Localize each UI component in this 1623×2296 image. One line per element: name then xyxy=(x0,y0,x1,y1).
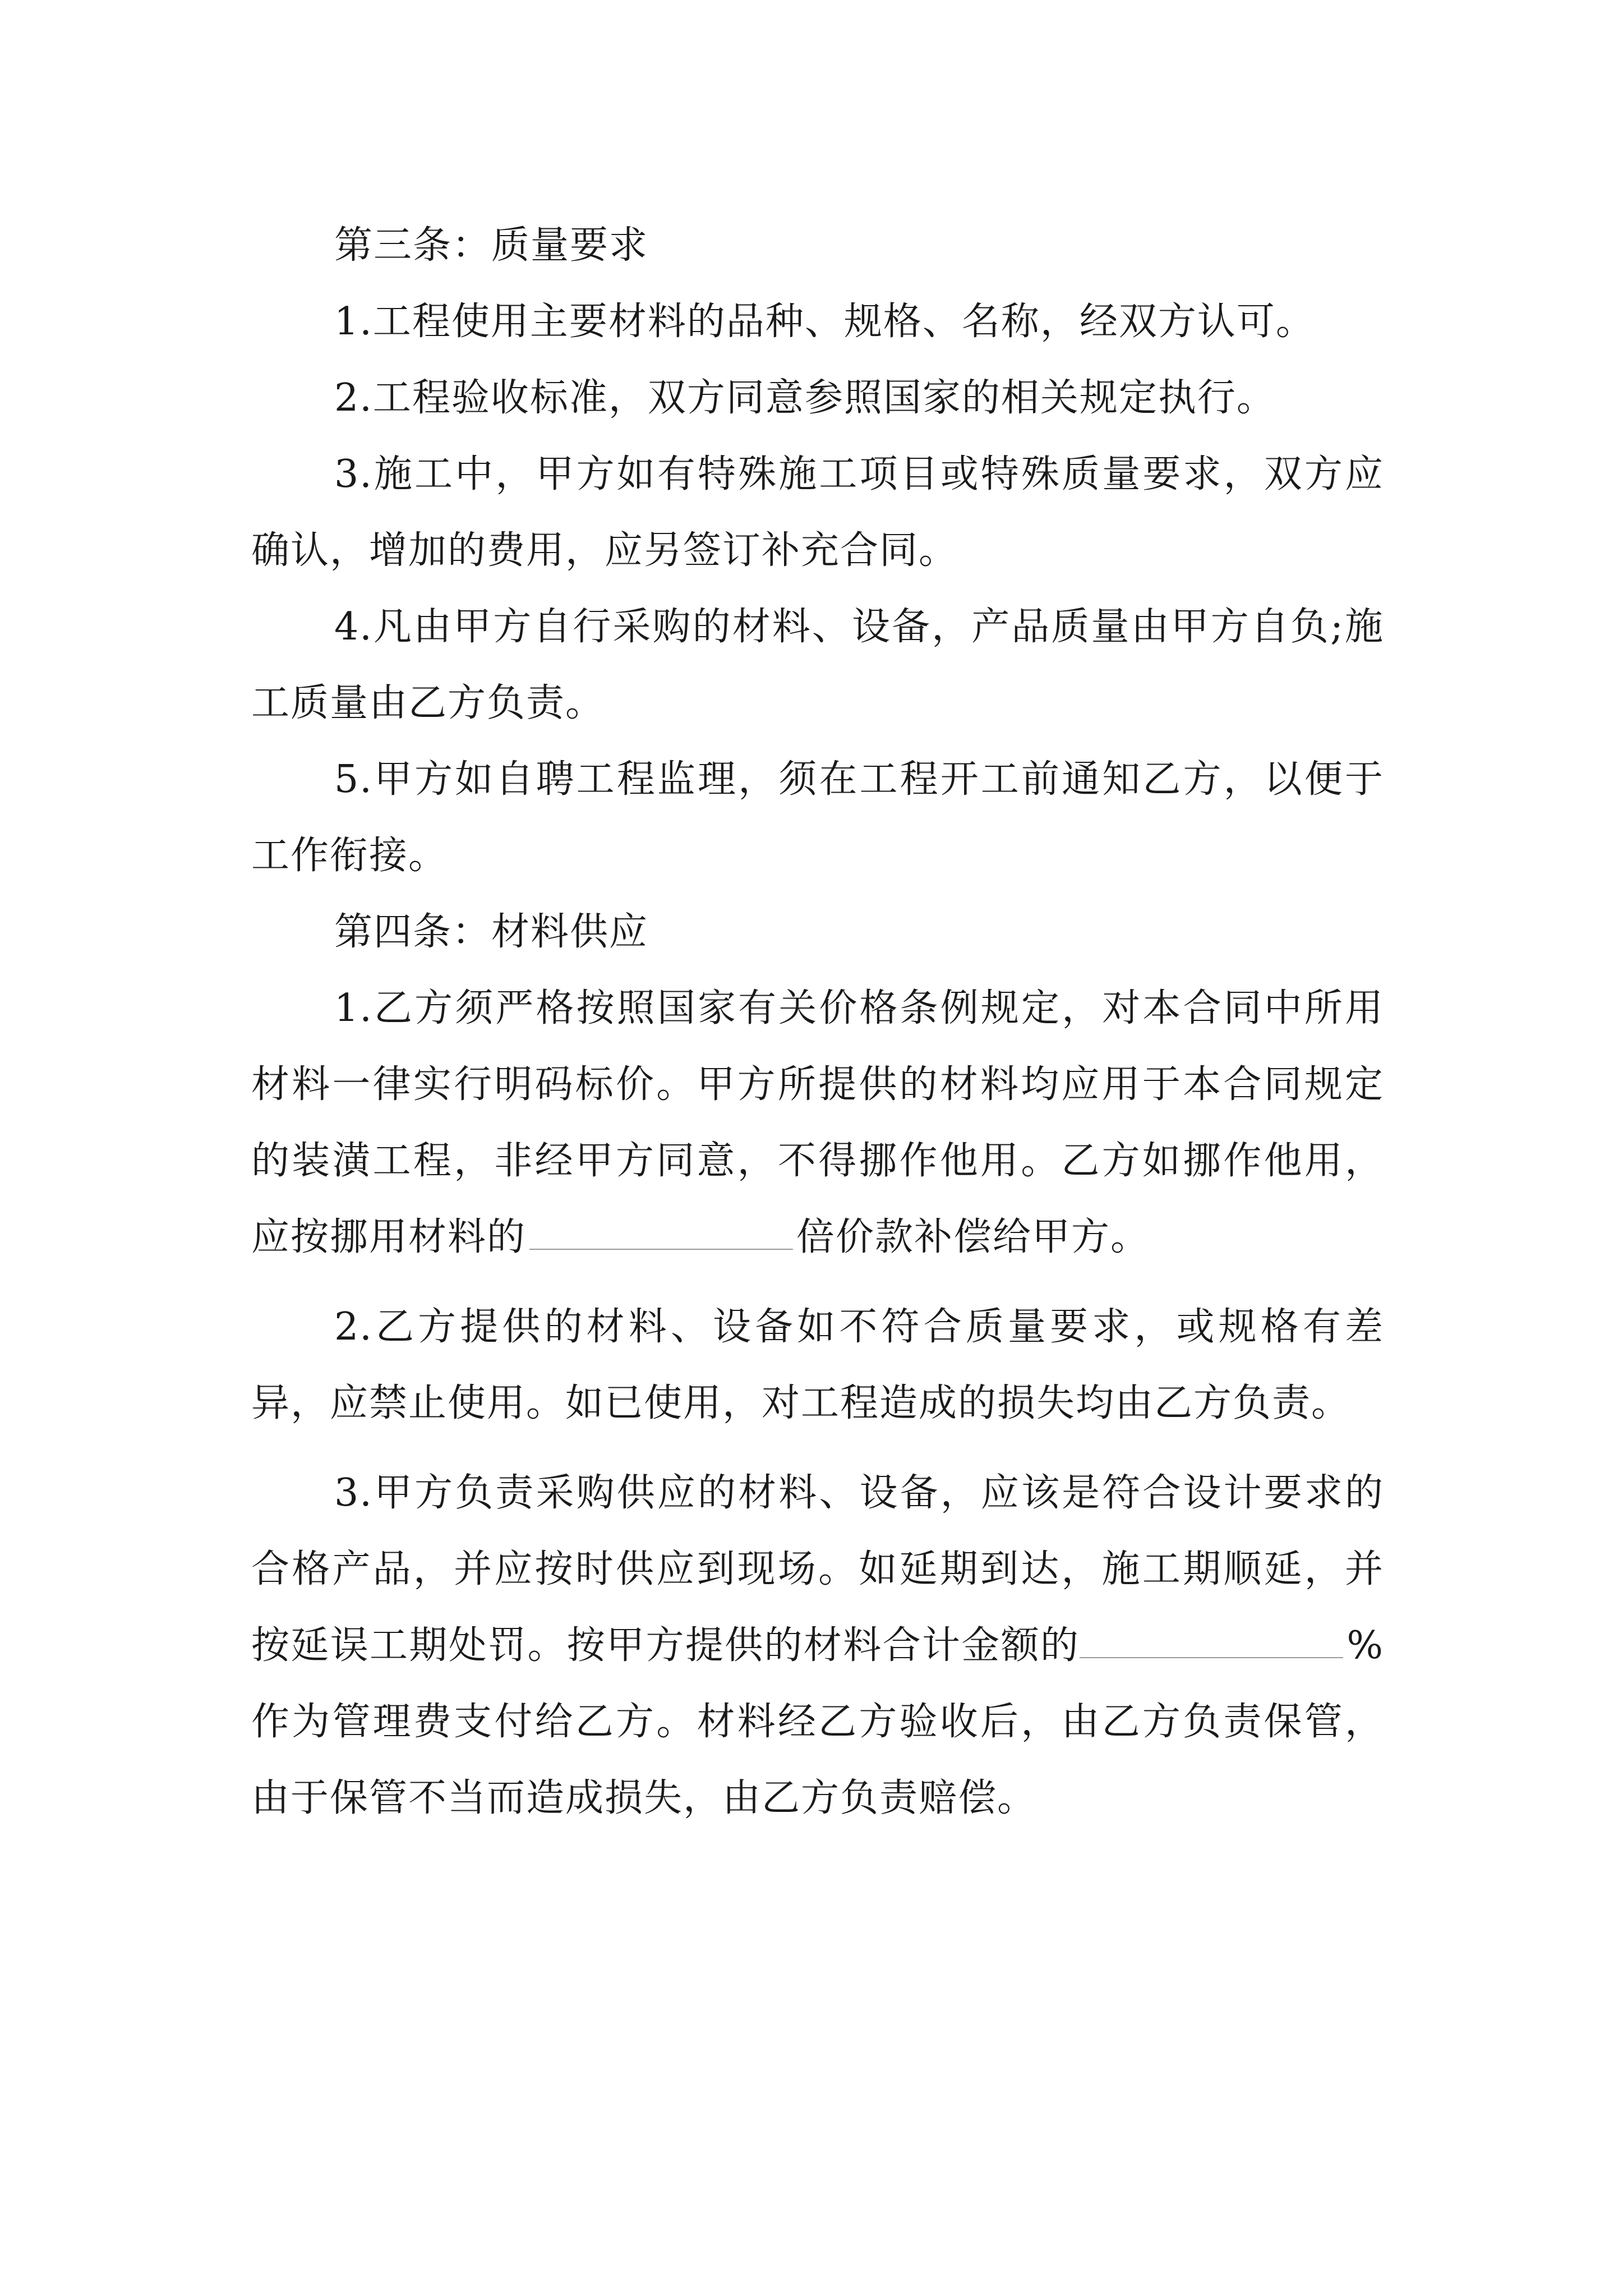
fill-in-blank-percentage[interactable] xyxy=(1080,1657,1343,1658)
article-4-heading: 第四条：材料供应 xyxy=(334,910,649,954)
article-3-item-4: 4.凡由甲方自行采购的材料、设备，产品质量由甲方自负;施工质量由乙方负责。 xyxy=(251,605,1384,725)
article-3-item-1: 1.工程使用主要材料的品种、规格、名称，经双方认可。 xyxy=(334,300,1315,344)
fill-in-blank-multiplier[interactable] xyxy=(529,1248,793,1250)
article-4-item-1-text-a: 1.乙方须严格按照国家有关价格条例规定，对本合同中所用材料一律实行明码标价。甲方所提供的材料均应用于本合同规定的装潢工程，非经甲方同意，不得挪作他用。乙方如挪作他用，应按挪用材料的 xyxy=(251,986,1384,1259)
article-3-item-3: 3.施工中，甲方如有特殊施工项目或特殊质量要求，双方应确认，增加的费用，应另签订补充合同。 xyxy=(251,452,1384,573)
article-3-heading: 第三条：质量要求 xyxy=(334,223,649,268)
article-4-item-3 xyxy=(251,1455,1384,1837)
article-4-item-1 xyxy=(251,970,1384,1276)
article-4-item-3-text-a: 3.甲方负责采购供应的材料、设备，应该是符合设计要求的合格产品，并应按时供应到现场。如延期到达，施工期顺延，并按延误工期处罚。按甲方提供的材料合计金额的 xyxy=(251,1471,1384,1668)
document-body xyxy=(251,208,1384,1837)
article-3-item-2: 2.工程验收标准，双方同意参照国家的相关规定执行。 xyxy=(334,376,1276,420)
article-3-item-5: 5.甲方如自聘工程监理，须在工程开工前通知乙方，以便于工作衔接。 xyxy=(251,757,1384,878)
article-4-item-2: 2.乙方提供的材料、设备如不符合质量要求，或规格有差异，应禁止使用。如已使用，对工程造成的损失均由乙方负责。 xyxy=(251,1305,1384,1425)
article-4-item-1-text-b: 倍价款补偿给甲方。 xyxy=(796,1215,1150,1259)
article-4-item-3-text-b: %作为管理费支付给乙方。材料经乙方验收后，由乙方负责保管，由于保管不当而造成损失，由乙方负责赔偿。 xyxy=(251,1623,1384,1820)
